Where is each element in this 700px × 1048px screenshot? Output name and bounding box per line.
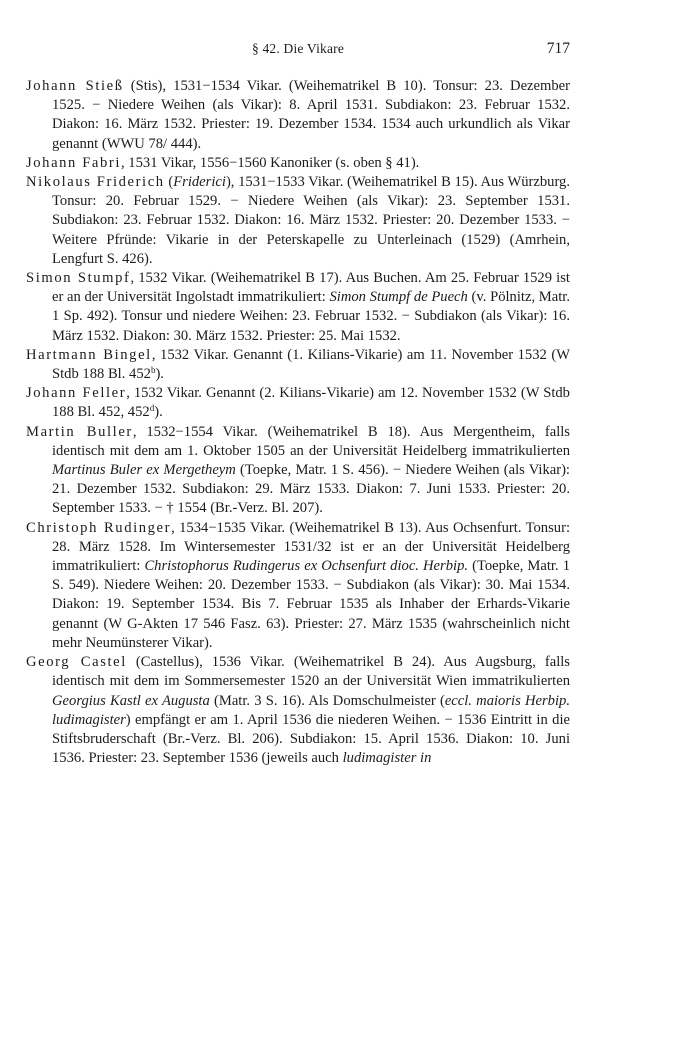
- entry-text: , 1532 Vikar. Genannt (1. Kilians-Vikarie) am 11. November 1532 (W Stdb 188 Bl. 452: [52, 346, 571, 383]
- vicar-name: Simon Stumpf: [26, 270, 131, 287]
- vicar-entry: [26, 77, 570, 154]
- vicar-entry: [26, 269, 570, 346]
- superscript: d: [149, 403, 155, 414]
- vicar-name: Georg Castel: [26, 654, 127, 671]
- page-header: [26, 40, 570, 60]
- entry-text: (v. Pölnitz, Matr. 1 Sp. 492). Tonsur und niedere Weihen: 23. Februar 1532. − Subdiakon (als Vikar): 16. März 1532. Diakon: 30. März 1532. Priester: 25. Mai 1532.: [52, 289, 570, 344]
- entry-text: (: [164, 174, 174, 191]
- vicar-list: [26, 77, 570, 768]
- vicar-entry: [26, 384, 570, 422]
- vicar-name: Johann Stieß: [26, 78, 124, 94]
- vicar-name: Nikolaus Friderich: [26, 174, 165, 191]
- vicar-entry: [26, 346, 570, 384]
- italic-citation: Christophorus Rudingerus ex Ochsenfurt dioc. Herbip.: [144, 558, 469, 575]
- entry-text: (Toepke, Matr. 1 S. 549). Niedere Weihen: 20. Dezember 1533. − Subdiakon (als Vikar): 30. Mai 1534. Diakon: 19. September 1534. Bis 7. Februar 1535 als Inhaber der Erhards-Vikarie genannt (W G-Akten 17 546 Fasz. 63). Priester: 27. März 1535 (wahrscheinlich nicht mehr Neumünsterer Vikar).: [52, 558, 570, 651]
- entry-text: ).: [154, 404, 163, 421]
- entry-text: ) empfängt er am 1. April 1536 die niederen Weihen. − 1536 Eintritt in die Stiftsbruderschaft (Br.-Verz. Bl. 206). Subdiakon: 15. April 1536. Diakon: 10. Juni 1536. Priester: 23. September 1536 (jeweils auch: [52, 711, 570, 767]
- entry-text: , 1534−1535 Vikar. (Weihematrikel B 13). Aus Ochsenfurt. Tonsur: 28. März 1528. Im Wintersemester 1531/32 ist er an der Universität Heidelberg immatrikuliert:: [52, 519, 570, 575]
- vicar-name: Hartmann Bingel: [26, 346, 152, 363]
- vicar-name: Johann Fabri: [26, 154, 121, 171]
- vicar-entry: [26, 653, 570, 768]
- vicar-entry: [26, 154, 570, 173]
- italic-citation: eccl. maioris Herbip. ludimagister: [52, 692, 570, 728]
- entry-text: , 1532−1554 Vikar. (Weihematrikel B 18). Aus Mergentheim, falls identisch mit dem am 1. Oktober 1505 an der Universität Heidelberg immatrikulierten: [52, 423, 570, 459]
- entry-text: , 1532 Vikar. (Weihematrikel B 17). Aus Buchen. Am 25. Februar 1529 ist er an der Universität Ingolstadt immatrikuliert:: [52, 270, 570, 306]
- italic-citation: Friderici: [173, 174, 226, 191]
- entry-text: (Matr. 3 S. 16). Als Domschulmeister (: [209, 692, 445, 709]
- vicar-entry: [26, 173, 570, 269]
- entry-text: (Stis), 1531−1534 Vikar. (Weihematrikel B 10). Tonsur: 23. Dezember 1525. − Niedere Weihen (als Vikar): 8. April 1531. Subdiakon: 23. Februar 1532. Diakon: 16. März 1532. Priester: 19. Dezember 1534. 1534 auch urkundlich als Vikar genannt (WWU 78/ 444).: [52, 78, 570, 152]
- vicar-entry: [26, 423, 570, 519]
- vicar-entry: [26, 519, 570, 653]
- entry-text: (Castellus), 1536 Vikar. (Weihematrikel B 24). Aus Augsburg, falls identisch mit dem im Sommersemester 1520 an der Universität Wien immatrikulierten: [52, 654, 570, 690]
- entry-text: , 1531 Vikar, 1556−1560 Kanoniker (s. oben § 41).: [121, 154, 420, 171]
- running-head: § 42. Die Vikare: [251, 41, 345, 56]
- vicar-name: Christoph Rudinger: [26, 519, 172, 536]
- superscript: b: [150, 365, 156, 376]
- vicar-name: Johann Feller: [26, 385, 127, 402]
- italic-citation: ludimagister in: [342, 750, 432, 767]
- italic-citation: Martinus Buler ex Mergetheym: [52, 462, 236, 479]
- entry-text: , 1532 Vikar. Genannt (2. Kilians-Vikarie) am 12. November 1532 (W Stdb 188 Bl. 452, 452: [52, 385, 570, 421]
- italic-citation: Georgius Kastl ex Augusta: [52, 692, 210, 709]
- entry-text: ), 1531−1533 Vikar. (Weihematrikel B 15). Aus Würzburg. Tonsur: 20. Februar 1529. − Niedere Weihen (als Vikar): 23. September 1531. Subdiakon: 23. Februar 1532. Diakon: 16. März 1532. Priester: 20. Dezember 1533. − Weitere Pfründe: Vikarie in der Peterskapelle zu Unterleinach (1529) (Amrhein, Lengfurt S. 426).: [52, 174, 570, 267]
- entry-text: ).: [155, 366, 164, 383]
- italic-citation: Simon Stumpf de Puech: [329, 289, 468, 306]
- entry-text: (Toepke, Matr. 1 S. 456). − Niedere Weihen (als Vikar): 21. Dezember 1532. Subdiakon: 29. März 1533. Diakon: 7. Juni 1533. Priester: 20. September 1533. − † 1554 (Br.-Verz. Bl. 207).: [52, 462, 570, 517]
- page-number: 717: [546, 40, 570, 57]
- vicar-name: Martin Buller: [26, 423, 133, 440]
